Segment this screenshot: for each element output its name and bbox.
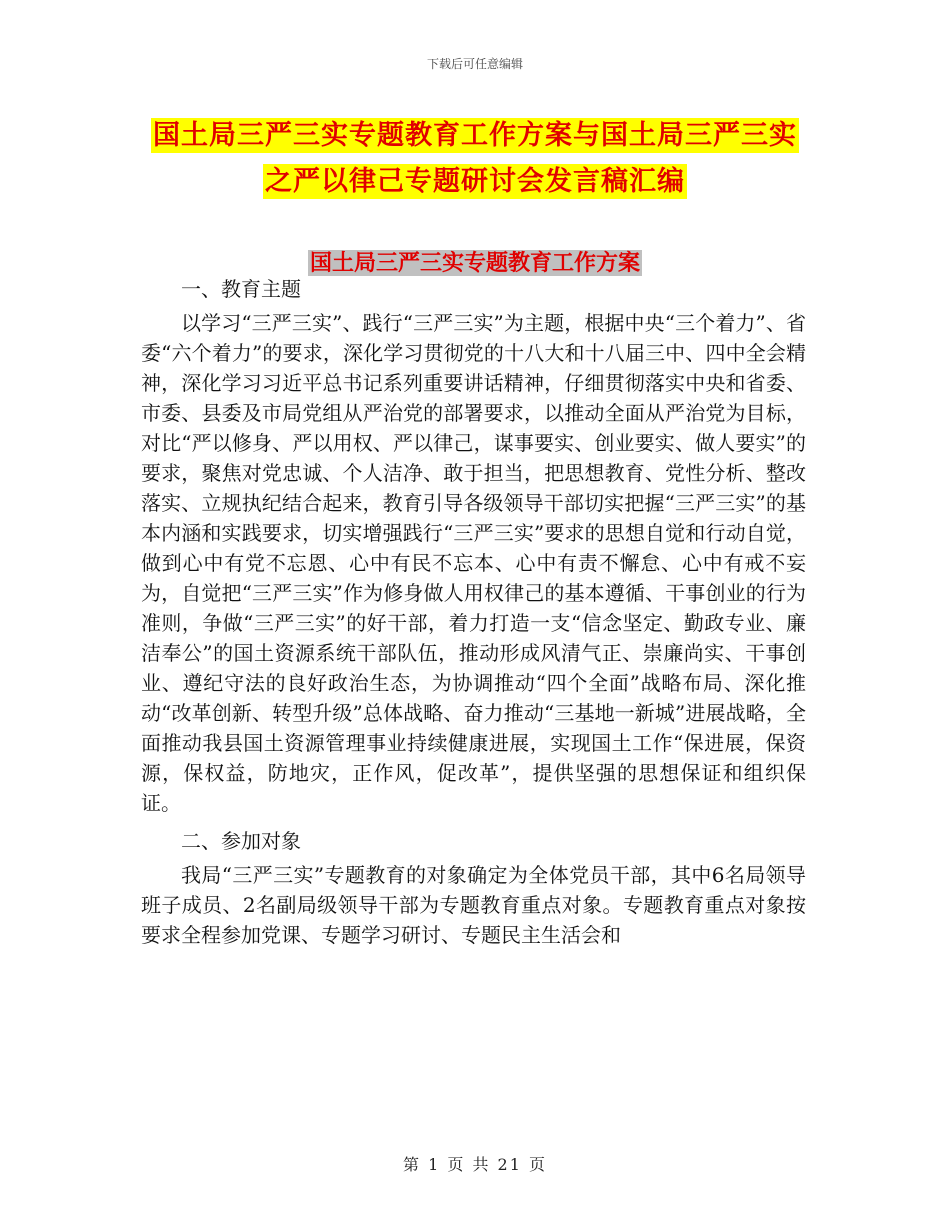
section-title-text: 国土局三严三实专题教育工作方案 <box>309 250 640 276</box>
document-title-line-2 <box>0 159 950 198</box>
header-note: 下载后可任意编辑 <box>426 57 523 71</box>
document-title-line-1-text: 国土局三严三实专题教育工作方案与国土局三严三实 <box>153 120 797 151</box>
heading-education-theme: 一、教育主题 <box>181 277 301 301</box>
document-title-line-1 <box>0 113 950 152</box>
document-body <box>141 274 806 950</box>
page-number-footer: 第 1 页 共 21 页 <box>403 1155 547 1174</box>
section-title <box>0 246 950 277</box>
heading-participants: 二、参加对象 <box>181 829 301 853</box>
document-title-line-2-text: 之严以律己专题研讨会发言稿汇编 <box>265 166 685 197</box>
paragraph-education-theme: 以学习“三严三实”、践行“三严三实”为主题，根据中央“三个着力”、省委“六个着力”的要求，深化学习贯彻党的十八大和十八届三中、四中全会精神，深化学习习近平总书记系列重要讲话精神，仔细贯彻落实中央和省委、市委、县委及市局党组从严治党的部署要求，以推动全面从严治党为目标，对比“严以修身、严以用权、严以律己，谋事要实、创业要实、做人要实”的要求，聚焦对党忠诚、个人洁净、敢于担当，把思想教育、党性分析、整改落实、立规执纪结合起来，教育引导各级领导干部切实把握“三严三实”的基本内涵和实践要求，切实增强践行“三严三实”要求的思想自觉和行动自觉，做到心中有党不忘恩、心中有民不忘本、心中有责不懈怠、心中有戒不妄为，自觉把“三严三实”作为修身做人用权律己的基本遵循、干事创业的行为准则，争做“三严三实”的好干部，着力打造一支“信念坚定、勤政专业、廉洁奉公”的国土资源系统干部队伍，推动形成风清气正、崇廉尚实、干事创业、遵纪守法的良好政治生态，为协调推动“四个全面”战略布局、深化推动“改革创新、转型升级”总体战略、奋力推动“三基地一新城”进展战略，全面推动我县国土资源管理事业持续健康进展，实现国土工作“保进展，保资源，保权益，防地灾，正作风，促改革”，提供坚强的思想保证和组织保证。 <box>141 311 806 815</box>
paragraph-participants: 我局“三严三实”专题教育的对象确定为全体党员干部，其中6名局领导班子成员、2名副局级领导干部为专题教育重点对象。专题教育重点对象按要求全程参加党课、专题学习研讨、专题民主生活会和 <box>141 863 806 947</box>
